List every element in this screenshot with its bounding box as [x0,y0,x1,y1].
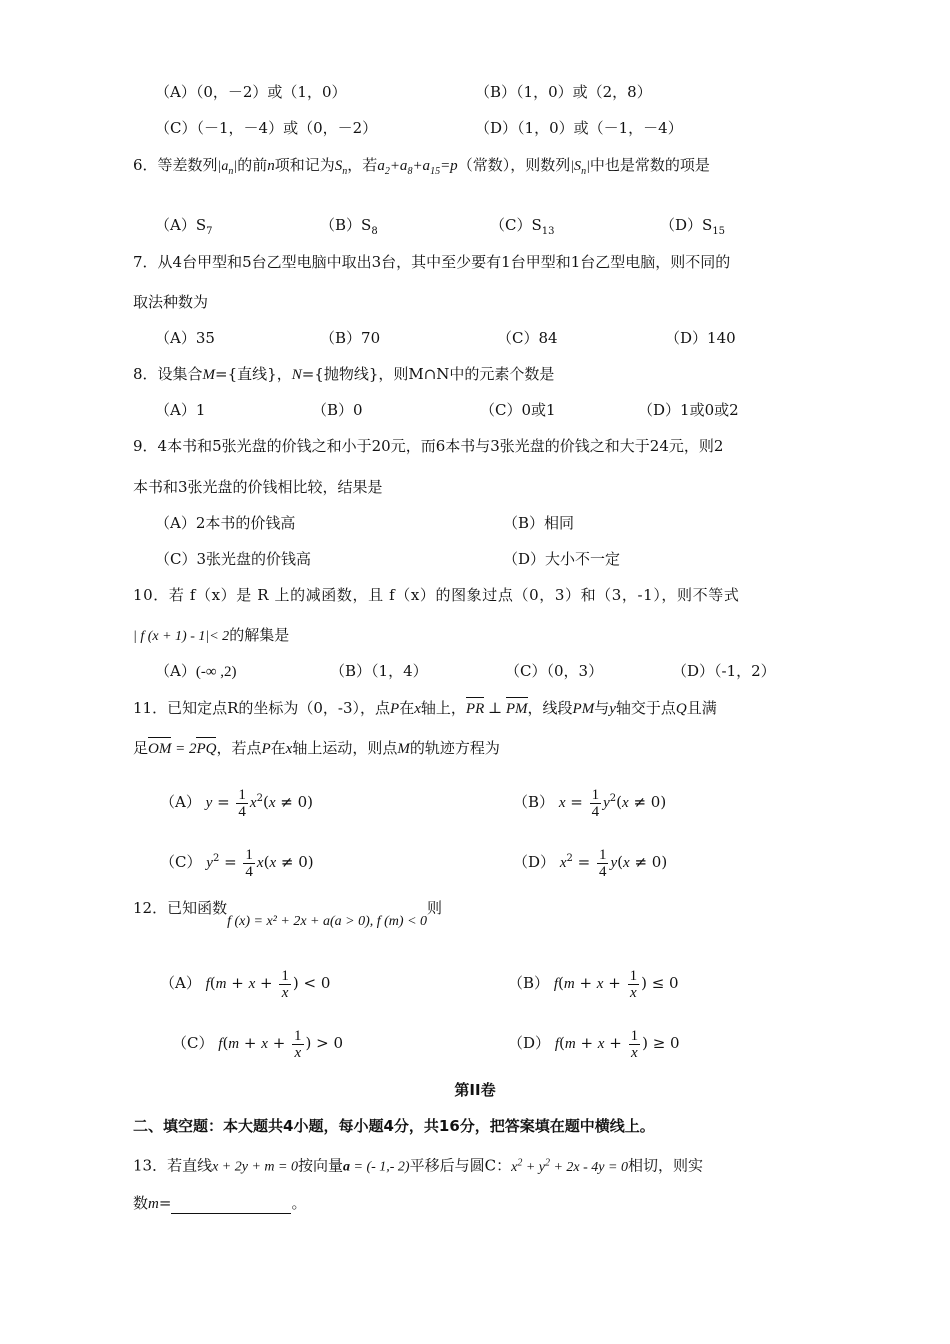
answer-blank[interactable] [171,1199,291,1214]
q5-option-c: （C）（－1，－4）或（0，－2） [155,119,378,137]
question-11-line-2: 足OM = 2PQ，若点P在x轴上运动，则点M的轨迹方程为 [133,739,500,757]
sequence-sn: $|S_n|$ [570,159,590,177]
q12-option-a: （A） f(m + x + $\frac{1}{x}$ ) < 0 [160,967,331,1001]
set-n: N [291,367,302,383]
q10-option-d: （D）（-1，2） [672,662,776,680]
question-9-line-2: 本书和3张光盘的价钱相比较，结果是 [133,478,383,496]
question-7-line-2: 取法种数为 [133,293,209,311]
question-13-line-2: 数m= 。 [133,1194,307,1212]
q7-option-b: （B）70 [320,329,381,347]
q6-text-5: （常数），则数列 [457,156,571,174]
q10-option-a: （A）(-∞ ,2) [155,662,237,680]
q6-text-4: ，若 [347,156,378,174]
question-13-line-1: 13．若直线x + 2y + m = 0按向量a = (- 1,- 2)平移后与圆C：$x^2 + y^2 + 2x - 4y = 0$相切，则实 [133,1156,703,1175]
q11-option-a: （A） y = $\frac{1}{4}$ $x^2(x \ne 0)$ [160,786,313,820]
q12-function: f (x) = x² + 2x + a(a > 0), f (m) < 0 [227,914,428,929]
q8-option-a: （A）1 [155,401,206,419]
q10-option-b: （B）（1，4） [330,662,428,680]
q11-vector-condition: OM = 2PQ [148,741,217,757]
part-2-title: 第II卷 [454,1081,496,1099]
question-8-stem [133,364,554,385]
var-n: n [267,158,275,174]
q7-option-c: （C）84 [497,329,558,347]
var-sn: $S_n$ [334,158,348,177]
q12-option-c: （C） f(m + x + $\frac{1}{x}$ ) > 0 [172,1027,344,1061]
q8-text-3: ={抛物线}，则M∩N中的元素个数是 [301,365,555,383]
q6-option-b: $(B)S_8$ [320,216,378,237]
set-m: M [202,367,216,383]
q11-option-d: （D） $x^2$ = $\frac{1}{4}$ y(x ≠ 0) [513,846,668,880]
sequence-an: $|a_n|$ [217,159,238,177]
q6-option-d: $(D)S_{15}$ [660,216,726,237]
q9-option-d: （D）大小不一定 [503,550,621,568]
section-fill-in-heading: 二、填空题：本大题共4小题，每小题4分，共16分，把答案填在题中横线上。 [133,1117,655,1135]
q5-option-a: （A）（0，－2）或（1，0） [155,83,347,101]
q11-option-c: （C） $y^2$ = $\frac{1}{4}$ x(x ≠ 0) [160,846,314,880]
q9-option-b: （B）相同 [503,514,575,532]
q5-option-d: （D）（1，0）或（－1，－4） [475,119,683,137]
question-7-line-1: 7．从4台甲型和5台乙型电脑中取出3台，其中至少要有1台甲型和1台乙型电脑，则不同的 [133,253,731,271]
q6-text-1: 6．等差数列 [133,156,218,174]
q7-option-d: （D）140 [665,329,736,347]
question-10-line-2 [133,625,289,647]
q5-option-b: （B）（1，0）或（2，8） [475,83,652,101]
q6-text-3: 项和记为 [274,156,335,174]
q9-option-a: （A）2本书的价钱高 [155,514,296,532]
question-10-line-1: 10．若 f（x）是 R 上的减函数，且 f（x）的图象过点（0，3）和（3，-1），则不等式 [133,586,740,604]
question-12-stem: 12．已知函数f (x) = x² + 2x + a(a > 0), f (m) < 0则 [133,899,443,929]
q7-option-a: （A）35 [155,329,215,347]
question-11-line-1: 11．已知定点R的坐标为（0，-3），点P在x轴上，PR ⊥ PM，线段PM与y轴交于点Q且满 [133,699,717,717]
q10-inequality: | f (x + 1) - 1|< 2 [133,629,230,644]
q8-option-d: （D）1或0或2 [638,401,739,419]
q6-option-c: $(C)S_{13}$ [490,216,555,237]
q12-option-d: （D） f(m + x + $\frac{1}{x}$ ) ≥ 0 [508,1027,680,1061]
q8-text-2: ={直线}， [215,365,292,383]
q10-option-c: （C）（0，3） [505,662,604,680]
q8-text-1: 8．设集合 [133,365,203,383]
q8-option-c: （C）0或1 [480,401,556,419]
q6-text-6: 中也是常数的项是 [589,156,710,174]
q6-option-a: $(A)S_7$ [155,216,213,237]
q12-option-b: （B） f(m + x + $\frac{1}{x}$ ) ≤ 0 [508,967,679,1001]
q10-text-tail: 的解集是 [229,626,290,644]
q8-option-b: （B）0 [312,401,363,419]
q11-option-b: （B） x = $\frac{1}{4}$ $y^2(x \ne 0)$ [513,786,667,820]
question-6-stem [133,155,710,182]
q6-condition: $a_2+a_8+a_{15}=p$ [377,158,458,177]
q11-perpendicular: PR ⊥ PM [465,701,528,717]
q6-text-2: 的前 [237,156,268,174]
question-9-line-1: 9．4本书和5张光盘的价钱之和小于20元，而6本书与3张光盘的价钱之和大于24元，则2 [133,437,724,455]
q9-option-c: （C）3张光盘的价钱高 [155,550,312,568]
